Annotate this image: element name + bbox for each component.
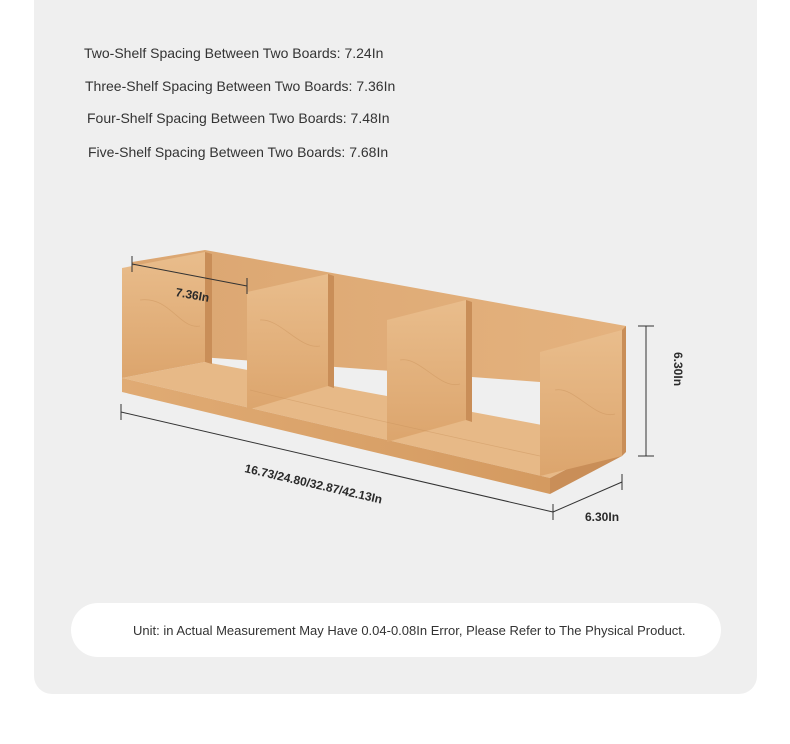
shelf-divider-2-edge [466,300,472,422]
shelf-divider-1-edge [328,274,334,388]
measurement-note-text: Unit: in Actual Measurement May Have 0.04-0.08In Error, Please Refer to The Physical Product. [133,623,686,638]
dimension-depth: 6.30In [585,510,620,524]
shelf-right-end-panel [540,330,622,476]
dimension-height: 6.30In [671,352,685,387]
dimension-compartment-width: 7.36In [174,285,211,305]
dimension-length-options: 16.73/24.80/32.87/42.13In [243,461,384,507]
spec-three-shelf: Three-Shelf Spacing Between Two Boards: 7.36In [85,78,396,94]
measurement-note [71,603,721,657]
shelf-right-end-inner-edge [622,326,626,456]
spec-four-shelf: Four-Shelf Spacing Between Two Boards: 7.48In [87,110,390,126]
shelf-divider-2 [387,300,466,442]
shelf-left-end-panel [122,252,205,378]
spec-five-shelf: Five-Shelf Spacing Between Two Boards: 7.68In [88,144,389,160]
shelf-left-end-edge [205,252,212,364]
spec-two-shelf: Two-Shelf Spacing Between Two Boards: 7.24In [84,45,384,61]
